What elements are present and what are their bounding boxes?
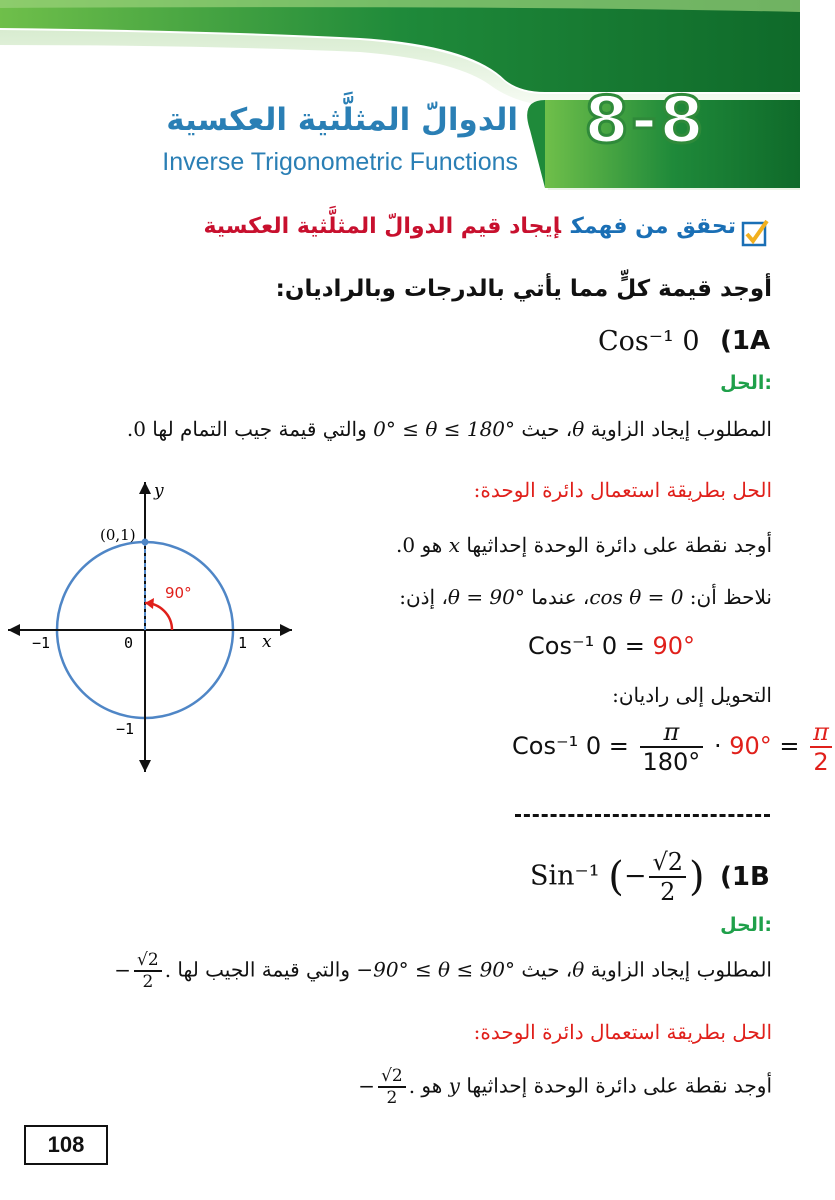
checkmark-icon [740, 218, 770, 248]
example-1a-label: (1A [720, 326, 771, 356]
angle-label: 90° [165, 584, 192, 602]
step1-1a: أوجد نقطة على دائرة الوحدة إحداثيها x هو 0. [396, 533, 772, 557]
point-0-1 [142, 539, 149, 546]
check-label: تحقق من فهمك [571, 214, 736, 239]
point-label: (0,1) [100, 526, 136, 544]
method-1a: الحل بطريقة استعمال دائرة الوحدة: [473, 478, 772, 502]
neg-one-x-label: −1 [32, 634, 51, 652]
step1-1b: أوجد نقطة على دائرة الوحدة إحداثيها y هو − $\frac{√2}{2}$ . [358, 1066, 772, 1108]
section-topic: إيجاد قيم الدوالّ المثلَّثية العكسية [203, 214, 561, 239]
step2-1a: نلاحظ أن: cos θ = 0، عندما θ = 90°، إذن: [399, 585, 772, 609]
example-1b-expression: Sin⁻¹ (− $\frac{√2}{2}$ ) [530, 848, 705, 906]
result-1a: Cos⁻¹ 0 = 90° [528, 632, 696, 660]
one-x-label: 1 [238, 634, 248, 652]
convert-label-1a: التحويل إلى راديان: [612, 683, 772, 707]
conversion-1a: Cos⁻¹ 0 = $\frac{\pi}{180^\circ}$ · 90° = $\frac{\pi}{2}$ [512, 718, 835, 776]
lesson-number: 8-8 [584, 84, 706, 158]
solution-label-1a: الحل: [720, 372, 772, 394]
y-axis-label: y [154, 481, 164, 501]
instruction: أوجد قيمة كلٍّ مما يأتي بالدرجات وبالراديان: [275, 276, 772, 302]
y-axis-arrow-up [139, 482, 151, 494]
x-axis-arrow-left [8, 624, 20, 636]
angle-arc [145, 603, 172, 630]
unit-circle-diagram [0, 478, 300, 788]
x-axis-arrow-right [280, 624, 292, 636]
separator-line [515, 814, 770, 817]
angle-arrow [145, 598, 154, 609]
title-arabic: الدوالّ المثلَّثية العكسية [166, 102, 518, 138]
example-1b-label: (1B [720, 862, 770, 892]
solution-label-1b: الحل: [720, 914, 772, 936]
origin-label: 0 [124, 634, 134, 652]
x-axis-label: x [262, 632, 272, 652]
neg-one-y-label: −1 [116, 720, 135, 738]
section-heading [203, 214, 736, 239]
goal-1a: المطلوب إيجاد الزاوية θ، حيث 0° ≤ θ ≤ 180° والتي قيمة جيب التمام لها 0. [126, 417, 772, 441]
goal-1b: المطلوب إيجاد الزاوية θ، حيث −90° ≤ θ ≤ 90° والتي قيمة الجيب لها − $\frac{√2}{2}$ . [114, 950, 772, 992]
example-1a-expression: Cos⁻¹ 0 [598, 326, 700, 357]
y-axis-arrow-down [139, 760, 151, 772]
page-number: 108 [24, 1125, 108, 1165]
method-1b: الحل بطريقة استعمال دائرة الوحدة: [473, 1020, 772, 1044]
title-english: Inverse Trigonometric Functions [162, 148, 518, 176]
